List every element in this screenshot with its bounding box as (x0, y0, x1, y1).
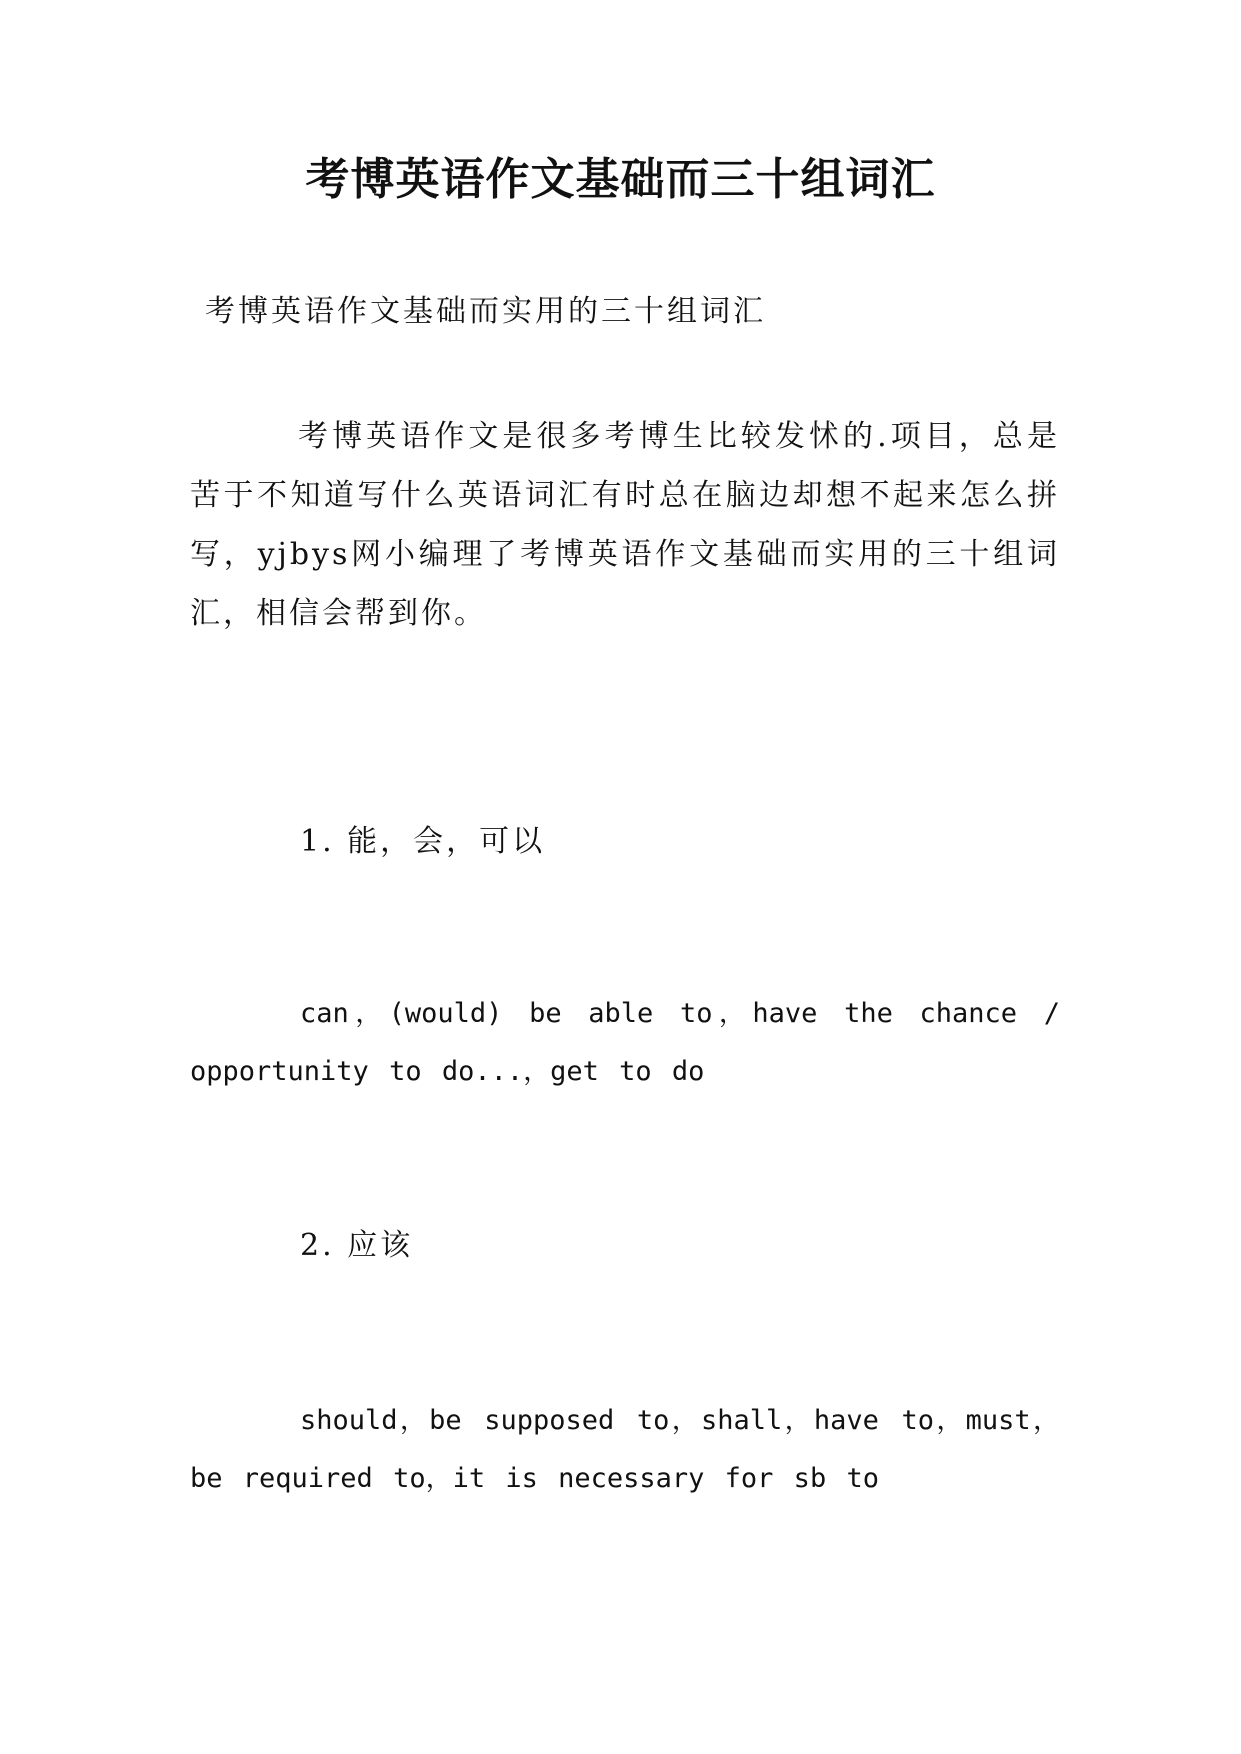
document-title: 考博英语作文基础而三十组词汇 (305, 154, 936, 205)
section-heading-1: 1. 能，会，可以 (300, 824, 546, 859)
document-subtitle: 考博英语作文基础而实用的三十组词汇 (205, 294, 766, 329)
section-english-1: can，(would) be able to，have the chance / opportunity to do...，get to do (190, 998, 1060, 1087)
intro-paragraph: 考博英语作文是很多考博生比较发怵的.项目，总是苦于不知道写什么英语词汇有时总在脑边却想不起来怎么拼写，yjbys网小编理了考博英语作文基础而实用的三十组词汇，相信会帮到你。 (190, 419, 1060, 631)
section-heading-2: 2. 应该 (300, 1228, 414, 1263)
section-english-2: should，be supposed to，shall，have to，must，be required to，it is necessary for sb to (190, 1405, 1060, 1494)
